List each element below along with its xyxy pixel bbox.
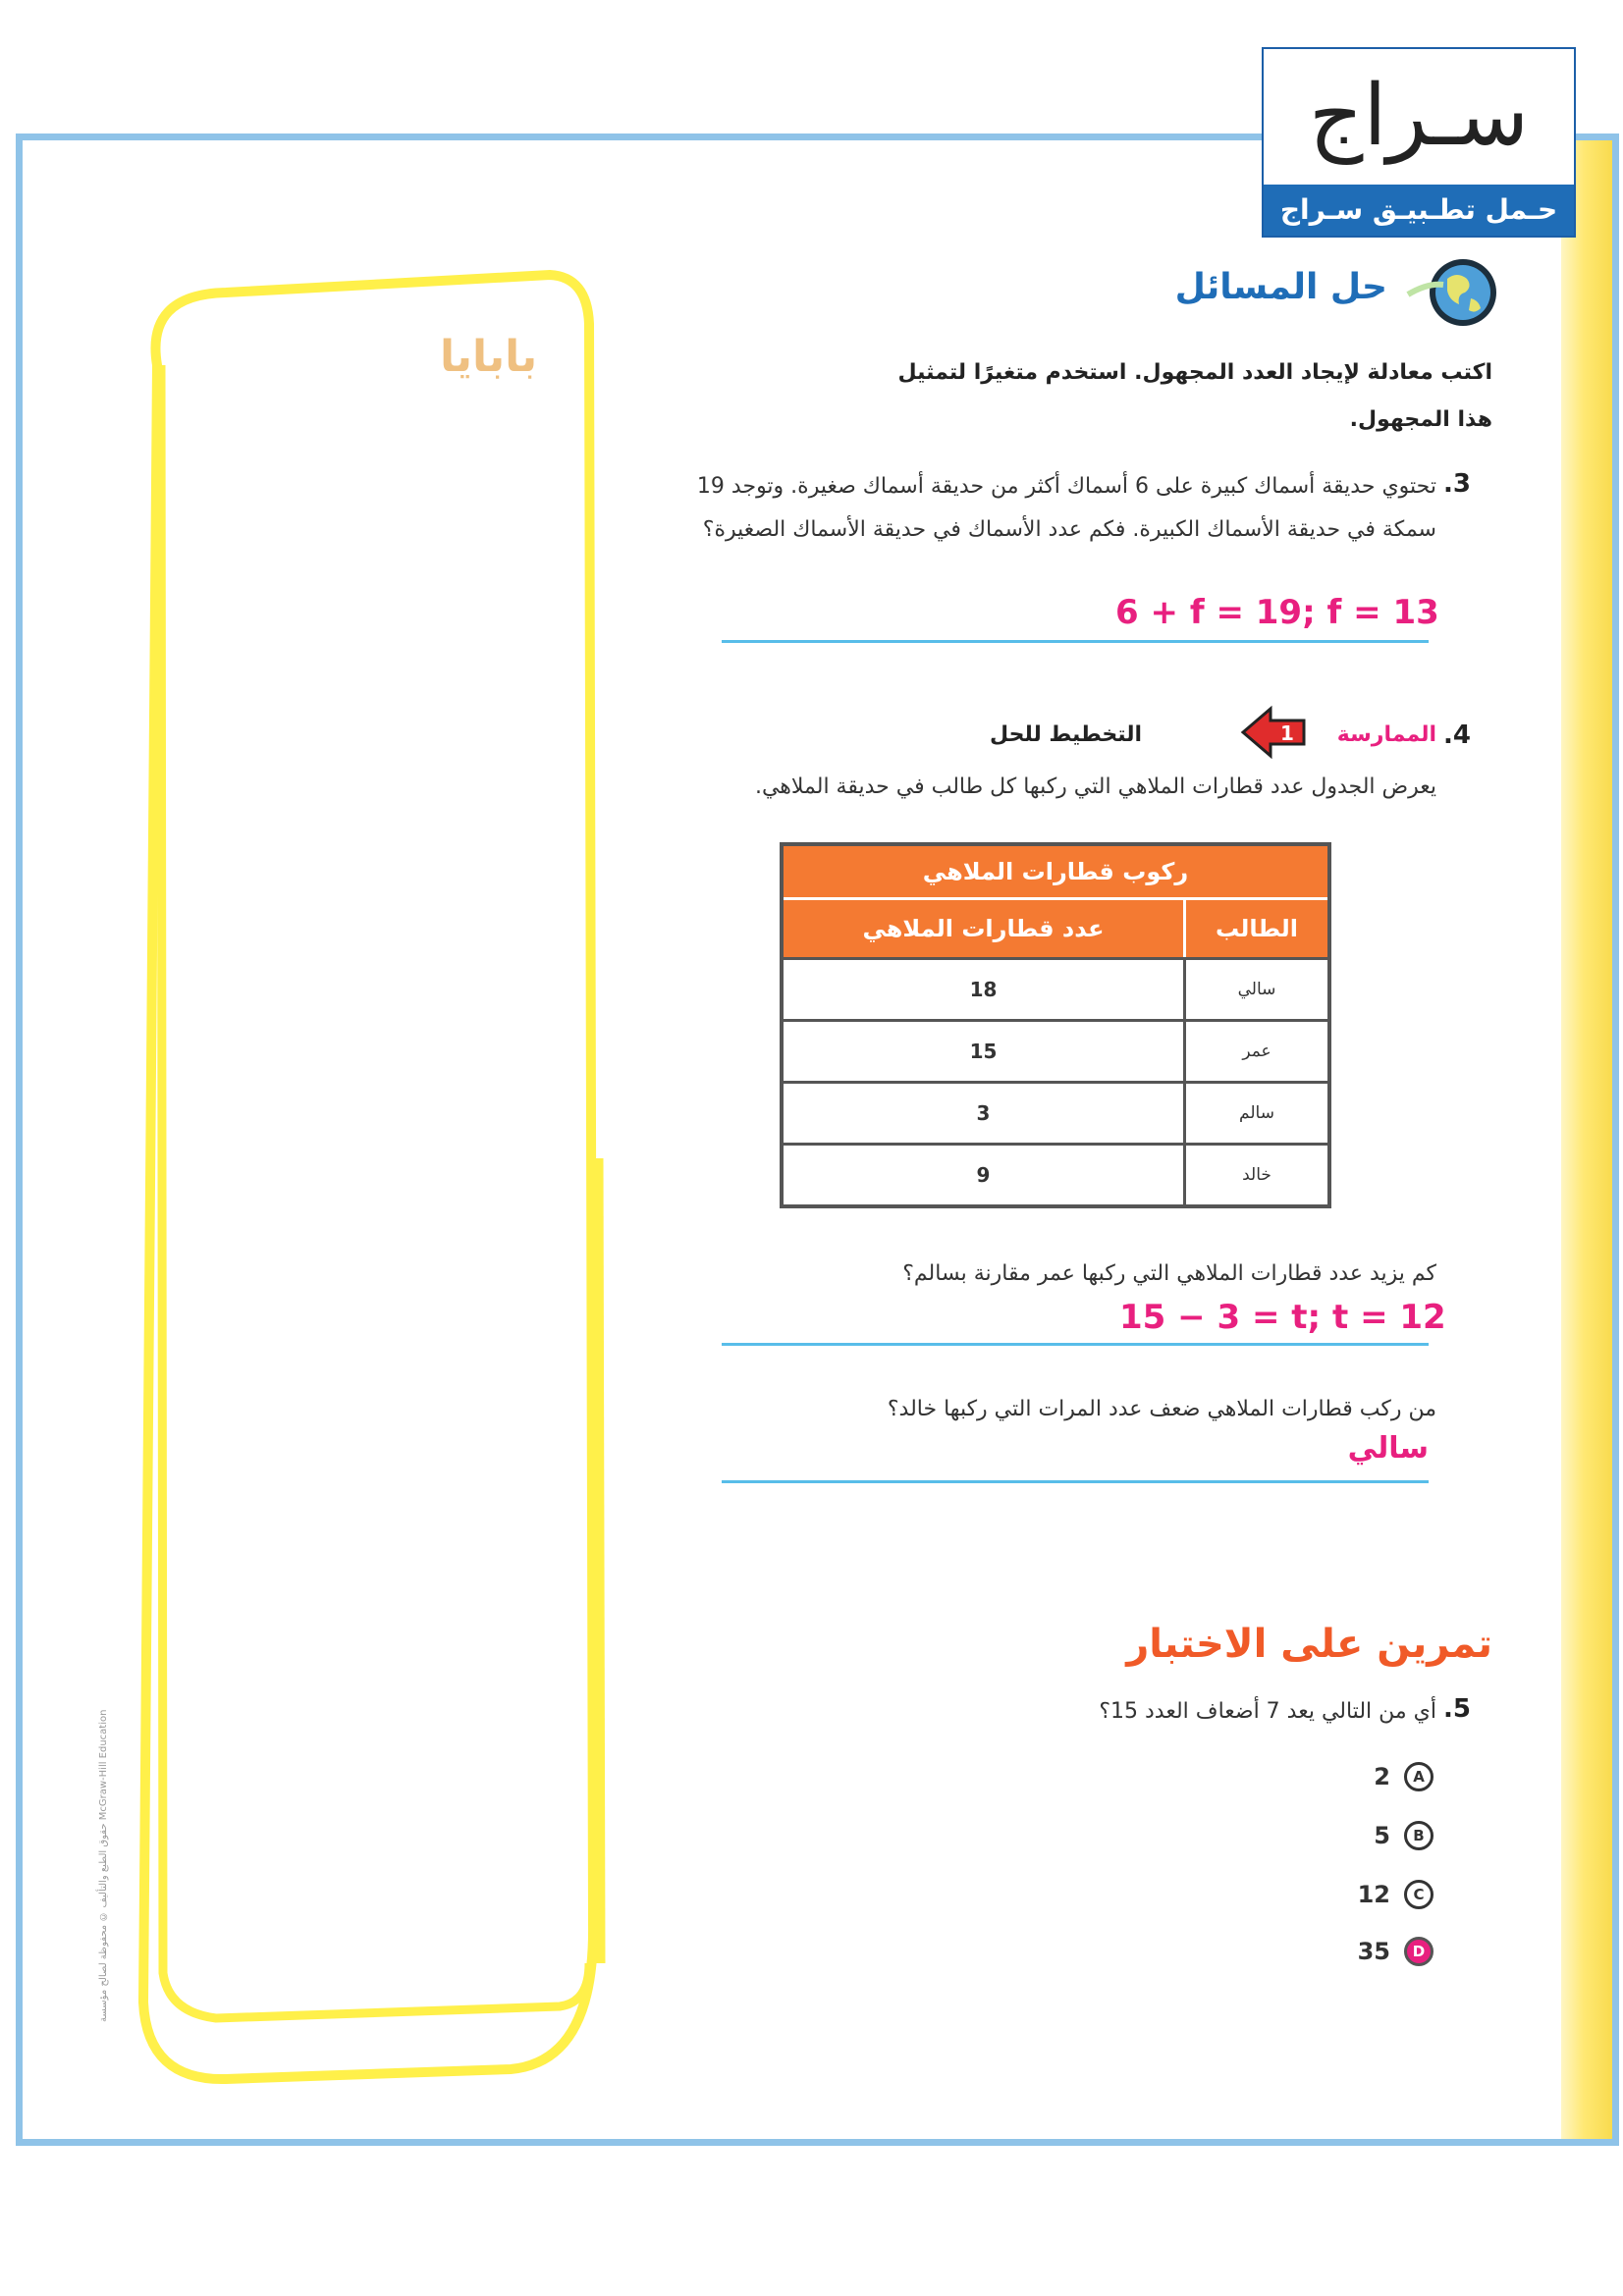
question-4a-text: كم يزيد عدد قطارات الملاهي التي ركبها عمر مقارنة بسالم؟ <box>902 1261 1436 1286</box>
handwritten-word: بابايا <box>440 332 538 382</box>
instructions: اكتب معادلة لإيجاد العدد المجهول. استخدم متغيرًا لتمثيل هذا المجهول. <box>897 360 1492 432</box>
question-4b-text: من ركب قطارات الملاهي ضعف عدد المرات التي ركبها خالد؟ <box>887 1397 1436 1421</box>
table-cell-count: 15 <box>969 1040 998 1063</box>
question-3-text: تحتوي حديقة أسماك كبيرة على 6 أسماك أكثر من حديقة أسماك صغيرة. وتوجد 19 سمكة في حديقة الأسماك الكبيرة. فكم عدد الأسماك في حديقة الأسماك الصغيرة؟ <box>696 474 1436 542</box>
table-cell-student: خالد <box>1183 1146 1327 1204</box>
question-4a-answer[interactable]: 15 − 3 = t; t = 12 <box>1119 1298 1446 1337</box>
option-a-value: 2 <box>1374 1763 1390 1790</box>
practice-badge-number: 1 <box>1280 721 1294 745</box>
table-cell-student: سالم <box>1183 1084 1327 1143</box>
option-d-bubble[interactable]: D <box>1404 1937 1434 1966</box>
section-title: حل المسائل <box>1174 267 1387 307</box>
option-c-value: 12 <box>1357 1881 1390 1908</box>
question-4b-answer[interactable]: سالي <box>1347 1431 1429 1466</box>
option-d-value: 35 <box>1357 1938 1390 1965</box>
table-cell-count: 9 <box>976 1163 991 1187</box>
option-c-bubble[interactable]: C <box>1404 1880 1434 1909</box>
option-b-value: 5 <box>1374 1822 1390 1849</box>
option-a-bubble[interactable]: A <box>1404 1762 1434 1791</box>
copyright-note: حقوق الطبع والتأليف © محفوظة لصالح مؤسسة McGraw-Hill Education <box>98 1709 109 2022</box>
question-4-text: يعرض الجدول عدد قطارات الملاهي التي ركبها كل طالب في حديقة الملاهي. <box>754 774 1436 799</box>
table-cell-student: عمر <box>1183 1022 1327 1081</box>
table-header-count: عدد قطارات الملاهي <box>862 915 1105 942</box>
strategy-label: التخطيط للحل <box>990 722 1142 747</box>
table-title: ركوب قطارات الملاهي <box>784 846 1327 900</box>
test-practice-title: تمرين على الاختبار <box>1126 1622 1492 1667</box>
table-cell-student: سالي <box>1183 960 1327 1019</box>
option-b-bubble[interactable]: B <box>1404 1821 1434 1850</box>
question-5-number: .5 <box>1443 1694 1471 1724</box>
table-header-student: الطالب <box>1183 900 1327 957</box>
table-cell-count: 3 <box>976 1101 991 1125</box>
table-cell-count: 18 <box>969 978 998 1001</box>
practice-label: الممارسة <box>1336 722 1436 747</box>
logo-tagline: حـمل تطـبيـق سـراج <box>1264 185 1574 236</box>
question-4-number: .4 <box>1443 721 1471 750</box>
question-5-text: أي من التالي يعد 7 أضعاف العدد 15؟ <box>1099 1699 1436 1724</box>
logo-name: سـراج <box>1308 67 1530 165</box>
question-3-number: .3 <box>1443 469 1471 499</box>
question-3-answer[interactable]: 6 + f = 19; f = 13 <box>1115 593 1439 632</box>
